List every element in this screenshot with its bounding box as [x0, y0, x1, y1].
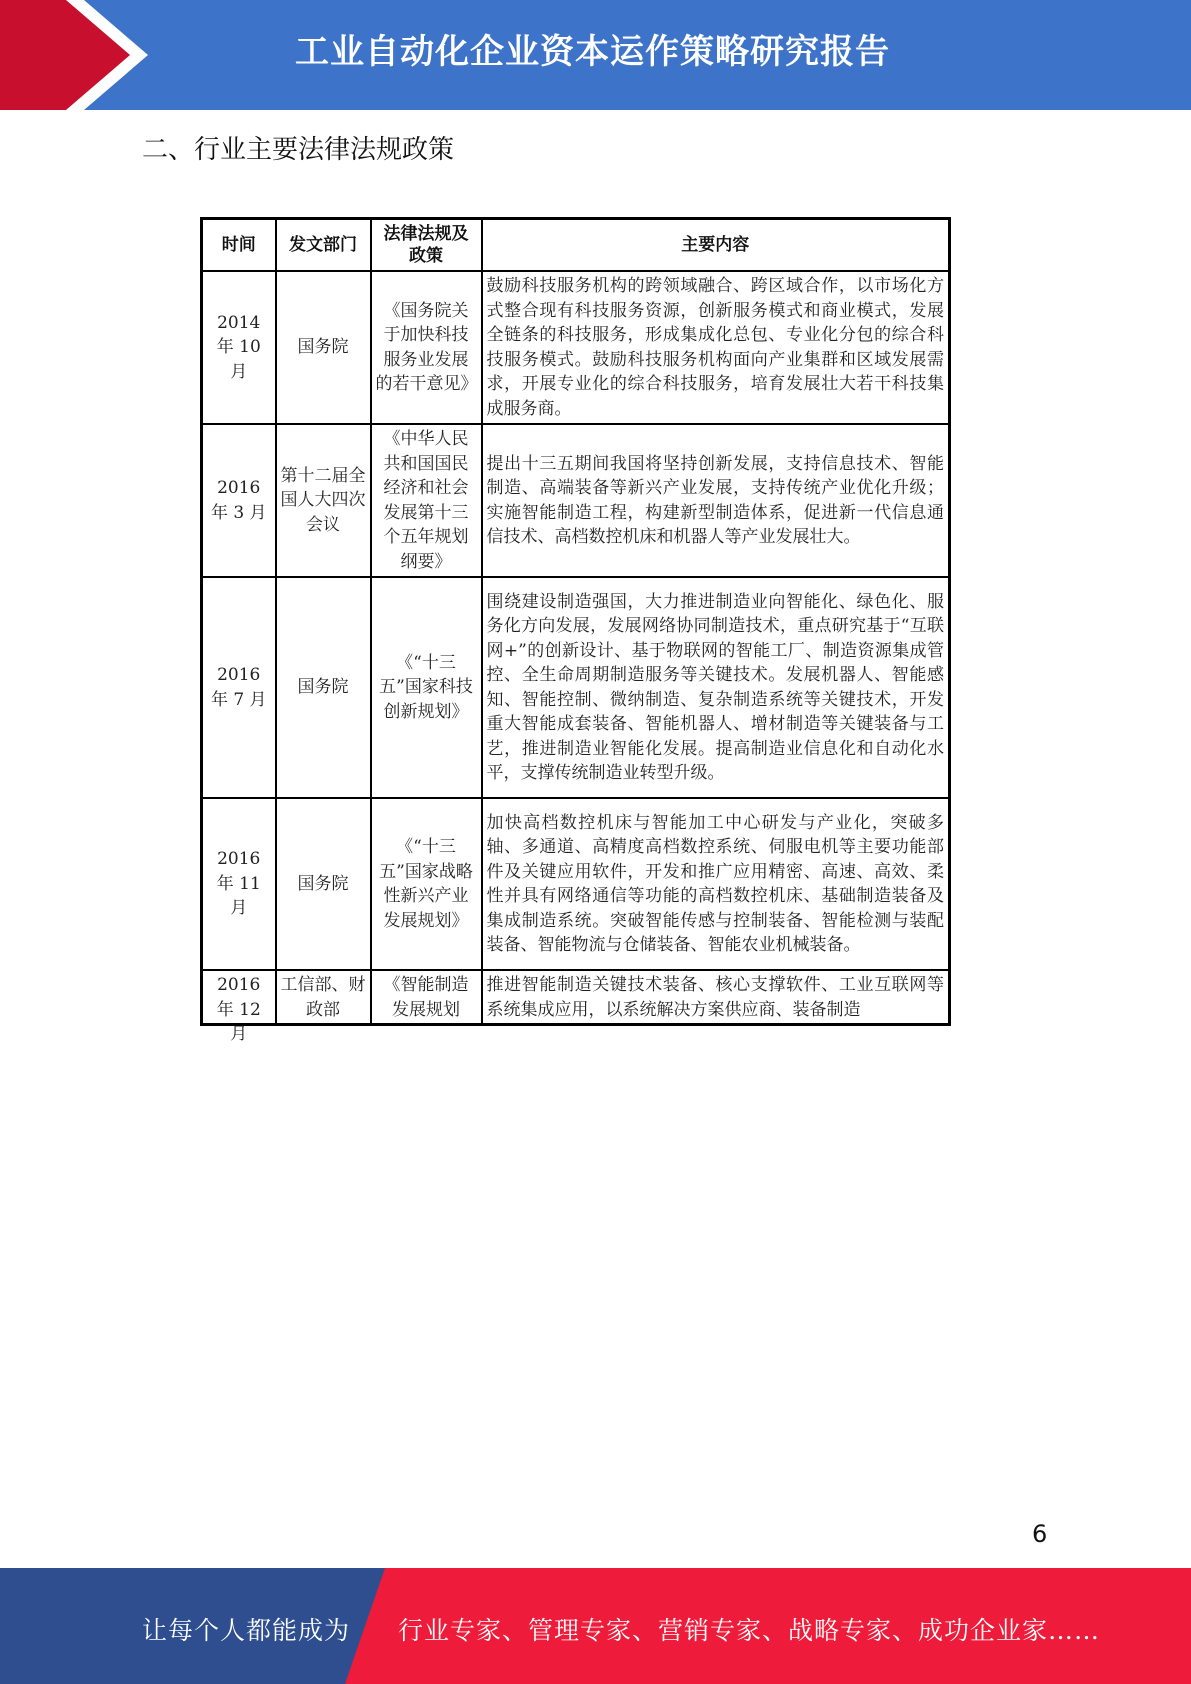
- cell-law-text: 《智能制造发展规划: [383, 975, 469, 1020]
- cell-law: 《“十三五”国家科技创新规划》: [371, 577, 482, 798]
- cell-content: 提出十三五期间我国将坚持创新发展，支持信息技术、智能制造、高端装备等新兴产业发展，支持传统产业优化升级；实施智能制造工程，构建新型制造体系，促进新一代信息通信技术、高档数控机床和机器人等产业发展壮大。: [482, 424, 950, 577]
- cell-dept: 国务院: [276, 271, 371, 424]
- header-time: 时间: [202, 219, 276, 272]
- header-red-arrow: [0, 0, 150, 110]
- cell-content: 加快高档数控机床与智能加工中心研发与产业化，突破多轴、多通道、高精度高档数控系统、伺服电机等主要功能部件及关键应用软件，开发和推广应用精密、高速、高效、柔性并具有网络通信等功能的高档数控机床、基础制造装备及集成制造系统。突破智能传感与控制装备、智能检测与装配装备、智能物流与仓储装备、智能农业机械装备。: [482, 798, 950, 970]
- table-row: [202, 424, 950, 577]
- table-row: [202, 798, 950, 970]
- cell-content-text: 推进智能制造关键技术装备、核心支撑软件、工业互联网等系统集成应用，以系统解决方案供应商、装备制造: [486, 975, 944, 1020]
- cell-dept-text: 工信部、财政部: [280, 975, 366, 1020]
- cell-time: [202, 970, 276, 1044]
- cell-time: 2016 年 3 月: [202, 424, 276, 577]
- header-bar: [0, 0, 1191, 110]
- cell-law: 《“十三五”国家战略性新兴产业发展规划》: [371, 798, 482, 970]
- header-law: 法律法规及政策: [371, 219, 482, 272]
- table-row: [202, 577, 950, 798]
- page-number: 6: [1032, 1520, 1048, 1548]
- cell-dept: 国务院: [276, 577, 371, 798]
- cell-time: 2016 年 11 月: [202, 798, 276, 970]
- cell-content: 围绕建设制造强国，大力推进制造业向智能化、绿色化、服务化方向发展，发展网络协同制造技术，重点研究基于“互联网+”的创新设计、基于物联网的智能工厂、制造资源集成管控、全生命周期制造服务等关键技术。发展机器人、智能感知、智能控制、微纳制造、复杂制造系统等关键技术，开发重大智能成套装备、智能机器人、增材制造等关键装备与工艺，推进制造业智能化发展。提高制造业信息化和自动化水平，支撑传统制造业转型升级。: [482, 577, 950, 798]
- cell-time: 2016 年 7 月: [202, 577, 276, 798]
- cell-content: [482, 970, 950, 1025]
- cell-content: 鼓励科技服务机构的跨领域融合、跨区域合作，以市场化方式整合现有科技服务资源，创新服务模式和商业模式，发展全链条的科技服务，形成集成化总包、专业化分包的综合科技服务模式。鼓励科技服务机构面向产业集群和区域发展需求，开展专业化的综合科技服务，培育发展壮大若干科技集成服务商。: [482, 271, 950, 424]
- cell-time-text: 2016 年 12 月: [216, 975, 261, 1044]
- policy-table: [200, 217, 951, 1044]
- table-row: [202, 970, 950, 1025]
- table-row: [202, 271, 950, 424]
- header-content: 主要内容: [482, 219, 950, 272]
- footer-slogan-right: 行业专家、管理专家、营销专家、战略专家、成功企业家……: [398, 1616, 1101, 1645]
- table-header-row: [202, 219, 950, 272]
- cell-time: 2014 年 10 月: [202, 271, 276, 424]
- section-heading: 二、行业主要法律法规政策: [142, 135, 455, 165]
- header-dept: 发文部门: [276, 219, 371, 272]
- cell-law: 《中华人民共和国国民经济和社会发展第十三个五年规划纲要》: [371, 424, 482, 577]
- footer-slogan-left: 让每个人都能成为: [142, 1616, 351, 1645]
- cell-law: 《国务院关于加快科技服务业发展的若干意见》: [371, 271, 482, 424]
- cell-law: [371, 970, 482, 1025]
- report-title: 工业自动化企业资本运作策略研究报告: [295, 32, 890, 72]
- cell-dept: [276, 970, 371, 1025]
- cell-dept: 第十二届全国人大四次会议: [276, 424, 371, 577]
- cell-dept: 国务院: [276, 798, 371, 970]
